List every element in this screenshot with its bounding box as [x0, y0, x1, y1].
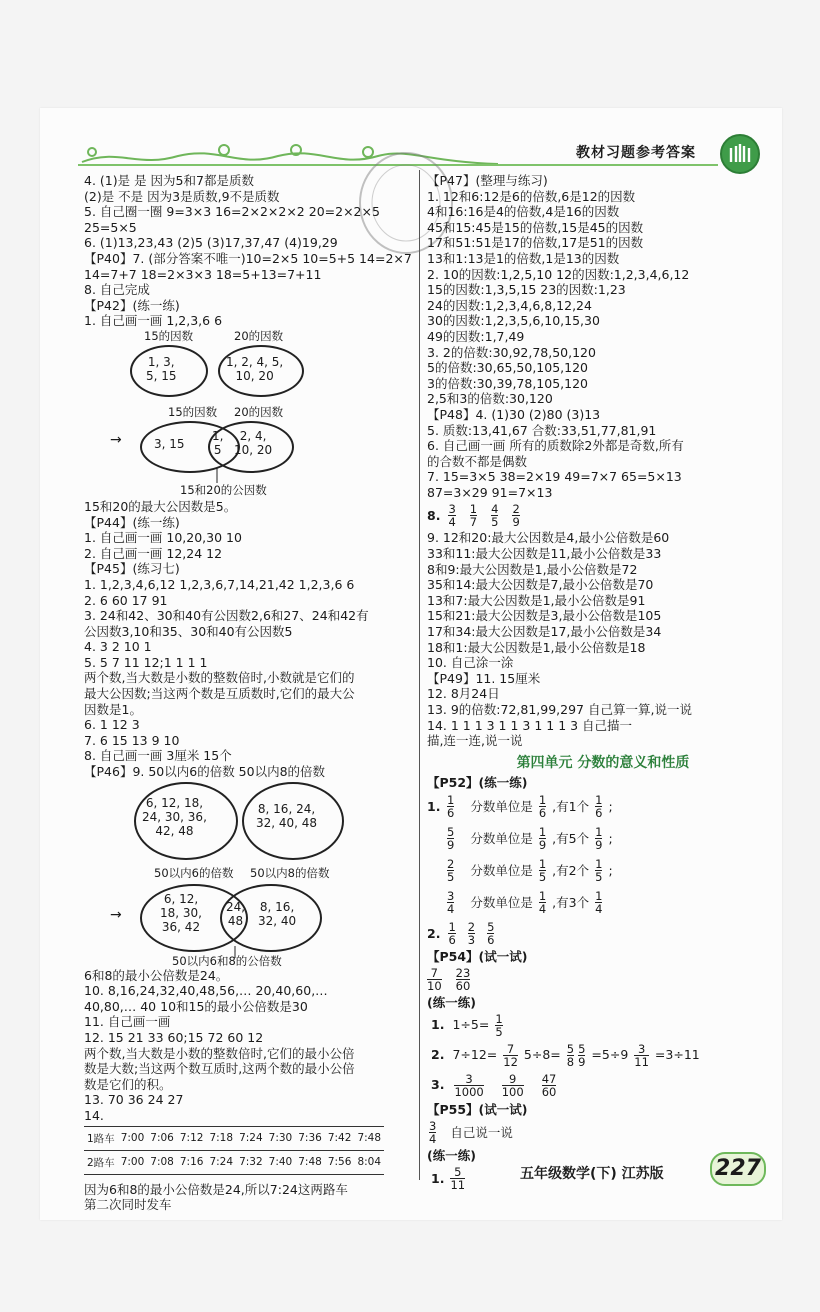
answer-line: 【P45】(练习七): [84, 561, 180, 577]
answer-line: 1. 自己画一画 1,2,3,6 6: [84, 313, 223, 329]
answer-line: 最大公因数;当这两个数是互质数时,它们的最大公: [84, 686, 355, 702]
question-number: 1.: [431, 1017, 445, 1033]
expression: =3÷11: [654, 1047, 700, 1063]
fraction: $\frac{1}{5}$: [538, 857, 547, 885]
answer-line: 8. 自己完成: [84, 282, 150, 298]
answer-line: 14=7+7 18=2×3×3 18=5+13=7+11: [84, 266, 322, 282]
fraction: $\frac{5}{11}$: [450, 1164, 466, 1192]
table-row: [84, 1150, 384, 1174]
table-cell: 7:06: [147, 1126, 177, 1150]
answer-line: 7. 15=3×5 38=2×19 49=7×7 65=5×13: [427, 469, 682, 485]
answer-line: 5的倍数:30,65,50,105,120: [427, 360, 588, 376]
venn-only-a: 6, 12, 18, 30, 36, 42: [160, 891, 202, 934]
answer-line: 4和16:16是4的倍数,4是16的因数: [427, 204, 620, 220]
punct: ;: [608, 799, 613, 815]
fraction: $\frac{7}{10}$: [427, 966, 442, 994]
venn-label: 15的因数: [168, 404, 218, 419]
table-cell: 7:30: [266, 1126, 296, 1150]
answer-line: 【P47】(整理与练习): [427, 173, 548, 188]
venn-set-a: 6, 12, 18, 24, 30, 36, 42, 48: [142, 795, 207, 838]
section-label: 【P54】(试一试): [427, 948, 528, 964]
left-column: [84, 173, 412, 1213]
answer-line: 3. 24和42、30和40有公因数2,6和27、24和42有: [84, 608, 369, 624]
answer-line: 11. 自己画一画: [84, 1014, 171, 1030]
fraction: $\frac{3}{4}$: [448, 501, 456, 529]
pointer-line-icon: [212, 467, 222, 483]
bus-schedule-table: [84, 1126, 384, 1175]
arrow-icon: →: [110, 906, 122, 923]
section-label: (练一练): [427, 1147, 476, 1163]
answer-line: 30的因数:1,2,3,5,6,10,15,30: [427, 313, 600, 329]
answer-line: 9. 12和20:最大公因数是4,最小公倍数是60: [427, 530, 670, 546]
answer-line: 15和21:最大公因数是3,最小公倍数是105: [427, 608, 662, 624]
answer-line: 24的因数:1,2,3,4,6,8,12,24: [427, 297, 592, 313]
answer-line: (2)是 不是 因为3是质数,9不是质数: [84, 188, 280, 204]
p54-q3: [427, 1070, 779, 1100]
fraction: $\frac{1}{5}$: [595, 857, 603, 885]
p55-row: [427, 1118, 779, 1148]
table-cell: 7:00: [118, 1150, 148, 1174]
fraction: $\frac{1}{9}$: [538, 825, 547, 853]
answer-line: 5. 5 7 11 12;1 1 1 1: [84, 654, 208, 670]
venn-label: 20的因数: [234, 328, 284, 343]
fraction: $\frac{2}{5}$: [447, 857, 455, 885]
answer-line: 【P42】(练一练): [84, 297, 180, 313]
answer-line: 12. 8月24日: [427, 686, 500, 702]
fraction: $\frac{1}{4}$: [538, 889, 547, 917]
table-cell: 1路车: [84, 1126, 118, 1150]
answer-line: 2. 6 60 17 91: [84, 592, 168, 608]
venn-overlap-factors: [84, 399, 412, 499]
fraction: $\frac{23}{60}$: [455, 966, 471, 994]
answer-line: 两个数,当大数是小数的整数倍时,小数就是它们的: [84, 670, 355, 686]
fraction: $\frac{3}{11}$: [634, 1041, 649, 1069]
book-badge-icon: [720, 134, 760, 174]
venn-bottom-label: 15和20的公因数: [180, 482, 267, 497]
q8-fractions: 8. $\frac{3}{4}$ $\frac{1}{7}$ $\frac{4}{5}$ $\frac{2}{9}$: [427, 501, 520, 529]
answer-line: 17和51:51是17的倍数,17是51的因数: [427, 235, 644, 251]
venn-separate-factors: [84, 329, 412, 399]
expression: 5÷8=: [523, 1047, 561, 1063]
label: ,有5个: [552, 831, 590, 847]
unit-title: 第四单元 分数的意义和性质: [516, 754, 690, 771]
fraction: $\frac{7}{12}$: [503, 1041, 518, 1069]
footer-text: 五年级数学(下) 江苏版: [520, 1166, 664, 1182]
table-cell: 2路车: [84, 1150, 118, 1174]
table-cell: 7:18: [206, 1126, 236, 1150]
fraction: $\frac{1}{6}$: [595, 793, 603, 821]
venn-label: 50以内8的倍数: [250, 865, 330, 880]
table-cell: 7:48: [295, 1150, 325, 1174]
answer-line: 14. 1 1 1 3 1 1 3 1 1 1 3 自己描一: [427, 717, 633, 733]
question-number: 2.: [431, 1047, 445, 1063]
venn-common: 1, 5: [212, 428, 224, 457]
answer-line: 6. (1)13,23,43 (2)5 (3)17,37,47 (4)19,29: [84, 235, 338, 251]
table-cell: 7:42: [325, 1126, 355, 1150]
label: 自己说一说: [450, 1124, 513, 1140]
answer-line: 17和34:最大公因数是17,最小公倍数是34: [427, 624, 662, 640]
venn-set-a: 1, 3, 5, 15: [146, 354, 177, 383]
answer-line: 1. 12和6:12是6的倍数,6是12的因数: [427, 188, 636, 204]
question-number: 1.: [427, 799, 441, 815]
answer-line: 数是它们的积。: [84, 1076, 172, 1092]
expression: 7÷12=: [452, 1047, 498, 1063]
p54-fractions: [427, 965, 779, 995]
answer-line: 87=3×29 91=7×13: [427, 484, 553, 500]
answer-line: 1. 1,2,3,4,6,12 1,2,3,6,7,14,21,42 1,2,3,6 6: [84, 576, 355, 592]
answer-line: 13和1:13是1的倍数,1是13的因数: [427, 250, 620, 266]
p54-q1: [427, 1010, 779, 1040]
answer-line: 8. 自己画一画 3厘米 15个: [84, 748, 232, 764]
answer-line: 4. (1)是 是 因为5和7都是质数: [84, 173, 254, 188]
fraction: $\frac{5}{9}$: [578, 1041, 586, 1069]
answer-line: 两个数,当大数是小数的整数倍时,它们的最小公倍: [84, 1045, 355, 1061]
table-row: [84, 1126, 384, 1150]
arrow-icon: →: [110, 431, 122, 448]
answer-line: 18和1:最大公因数是1,最小公倍数是18: [427, 639, 646, 655]
table-cell: 7:00: [118, 1126, 148, 1150]
venn-set-b: 8, 16, 24, 32, 40, 48: [256, 801, 318, 830]
table-cell: 8:04: [354, 1150, 384, 1174]
answer-line: 数是大数;当这两个数互质时,这两个数的最小公倍: [84, 1061, 355, 1077]
answer-line: 第二次同时发车: [84, 1197, 172, 1213]
fraction: $\frac{4}{5}$: [491, 501, 499, 529]
table-cell: 7:48: [354, 1126, 384, 1150]
table-cell: 7:12: [177, 1126, 207, 1150]
section-label: 【P52】(练一练): [427, 775, 528, 791]
label: 分数单位是: [470, 831, 533, 847]
answer-line: 14.: [84, 1107, 104, 1123]
label: ,有3个: [552, 895, 590, 911]
fraction: $\frac{9}{100}$: [501, 1071, 524, 1099]
punct: ;: [608, 831, 613, 847]
fraction: $\frac{47}{60}$: [541, 1071, 557, 1099]
venn-label: 15的因数: [144, 328, 194, 343]
answer-line: 公因数3,10和35、30和40有公因数5: [84, 623, 293, 639]
answer-line: 2. 自己画一画 12,24 12: [84, 545, 223, 561]
table-cell: 7:36: [295, 1126, 325, 1150]
venn-label: 20的因数: [234, 404, 284, 419]
answer-line: 13. 9的倍数:72,81,99,297 自己算一算,说一说: [427, 702, 692, 717]
answer-line: 1. 自己画一画 10,20,30 10: [84, 530, 242, 546]
answer-line: 因数是1。: [84, 701, 142, 717]
answer-line: 【P46】9. 50以内6的倍数 50以内8的倍数: [84, 764, 326, 780]
table-cell: 7:40: [266, 1150, 296, 1174]
answer-line: 【P44】(练一练): [84, 514, 180, 530]
venn-only-a: 3, 15: [154, 436, 185, 451]
answer-line: 4. 3 2 10 1: [84, 639, 152, 655]
answer-line: 13和7:最大公因数是1,最小公倍数是91: [427, 592, 646, 608]
p54-q2: [427, 1040, 779, 1070]
answer-line: 5. 自己圈一圈 9=3×3 16=2×2×2×2 20=2×2×5: [84, 204, 380, 220]
table-cell: 7:24: [236, 1126, 266, 1150]
expression: 1÷5=: [452, 1017, 490, 1033]
fraction: $\frac{3}{1000}$: [454, 1071, 484, 1099]
answer-line: 35和14:最大公因数是7,最小公倍数是70: [427, 577, 654, 593]
venn-label: 50以内6的倍数: [154, 865, 234, 880]
venn-overlap-multiples: [84, 862, 412, 968]
fraction: $\frac{1}{6}$: [447, 793, 455, 821]
question-number: 1.: [431, 1170, 445, 1186]
fraction: $\frac{3}{4}$: [447, 889, 455, 917]
p52-row: [427, 887, 779, 919]
section-label: (练一练): [427, 994, 476, 1010]
answer-line: 40,80,… 40 10和15的最小公倍数是30: [84, 998, 308, 1014]
right-column: [427, 173, 779, 1193]
section-label: 【P55】(试一试): [427, 1102, 528, 1118]
answer-line: 6. 1 12 3: [84, 717, 140, 733]
answer-line: 描,连一连,说一说: [427, 733, 523, 749]
header-title: 教材习题参考答案: [576, 145, 696, 161]
fraction: $\frac{5}{8}$: [566, 1041, 575, 1069]
table-cell: 7:32: [236, 1150, 266, 1174]
fraction: $\frac{3}{4}$: [429, 1119, 437, 1147]
p52-row: [427, 791, 779, 823]
label: ,有1个: [552, 799, 590, 815]
table-cell: 7:56: [325, 1150, 355, 1174]
p52-row: [427, 823, 779, 855]
answer-line: 【P49】11. 15厘米: [427, 670, 541, 686]
fraction: $\frac{5}{6}$: [487, 920, 495, 948]
p52-row: [427, 855, 779, 887]
answer-line: 15的因数:1,3,5,15 23的因数:1,23: [427, 282, 626, 298]
answer-line: 7. 6 15 13 9 10: [84, 732, 180, 748]
answer-line: 5. 质数:13,41,67 合数:33,51,77,81,91: [427, 422, 657, 438]
answer-line: 的合数不都是偶数: [427, 453, 528, 469]
answer-line: 10. 8,16,24,32,40,48,56,… 20,40,60,…: [84, 983, 328, 999]
answer-line: 15和20的最大公因数是5。: [84, 498, 237, 514]
venn-only-b: 8, 16, 32, 40: [258, 899, 297, 928]
fraction: $\frac{1}{6}$: [538, 793, 547, 821]
punct: ;: [608, 863, 613, 879]
fraction: $\frac{2}{3}$: [467, 920, 476, 948]
answer-line: 10. 自己涂一涂: [427, 655, 514, 671]
venn-common: 24, 48: [226, 899, 246, 928]
answer-line: 13. 70 36 24 27: [84, 1092, 184, 1108]
fraction: $\frac{2}{9}$: [512, 501, 520, 529]
expression: =5÷9: [591, 1047, 629, 1063]
answer-line: 2. 10的因数:1,2,5,10 12的因数:1,2,3,4,6,12: [427, 266, 690, 282]
fraction: $\frac{1}{9}$: [595, 825, 603, 853]
label: 分数单位是: [470, 799, 533, 815]
fraction: $\frac{1}{7}$: [469, 501, 478, 529]
answer-line: 8和9:最大公因数是1,最小公倍数是72: [427, 561, 638, 577]
answer-line: 3的倍数:30,39,78,105,120: [427, 375, 588, 391]
answer-line: 6. 自己画一画 所有的质数除2外都是奇数,所有: [427, 438, 684, 454]
answer-line: 45和15:45是15的倍数,15是45的因数: [427, 219, 644, 235]
answer-line: 【P48】4. (1)30 (2)80 (3)13: [427, 406, 601, 422]
answer-line: 2,5和3的倍数:30,120: [427, 391, 553, 407]
label: ,有2个: [552, 863, 590, 879]
page-number: 227: [710, 1152, 766, 1186]
answer-line: 6和8的最小公倍数是24。: [84, 967, 229, 983]
fraction: $\frac{1}{5}$: [495, 1011, 503, 1039]
fraction: $\frac{5}{9}$: [447, 825, 455, 853]
label: 分数单位是: [470, 895, 533, 911]
answer-line: 12. 15 21 33 60;15 72 60 12: [84, 1030, 264, 1045]
fraction: $\frac{1}{6}$: [448, 920, 456, 948]
column-divider: [419, 170, 420, 1180]
answer-line: 因为6和8的最小公倍数是24,所以7:24这两路车: [84, 1181, 348, 1197]
venn-bottom-label: 50以内6和8的公倍数: [172, 953, 282, 968]
answer-line: 25=5×5: [84, 219, 137, 235]
fraction: $\frac{1}{4}$: [595, 889, 603, 917]
question-number: 3.: [431, 1077, 445, 1093]
table-cell: 7:24: [206, 1150, 236, 1174]
answer-line: 【P40】7. (部分答案不唯一)10=2×5 10=5+5 14=2×7: [84, 250, 412, 266]
venn-separate-multiples: [84, 780, 412, 862]
venn-set-b: 1, 2, 4, 5, 10, 20: [226, 354, 284, 383]
venn-only-b: 2, 4, 10, 20: [234, 428, 273, 457]
table-cell: 7:08: [147, 1150, 177, 1174]
answer-line: 49的因数:1,7,49: [427, 328, 525, 344]
p52-q2: 2. $\frac{1}{6}$ $\frac{2}{3}$ $\frac{5}{6}$: [427, 920, 495, 948]
answer-line: 33和11:最大公因数是11,最小公倍数是33: [427, 546, 662, 562]
table-cell: 7:16: [177, 1150, 207, 1174]
answer-line: 3. 2的倍数:30,92,78,50,120: [427, 344, 596, 360]
label: 分数单位是: [470, 863, 533, 879]
